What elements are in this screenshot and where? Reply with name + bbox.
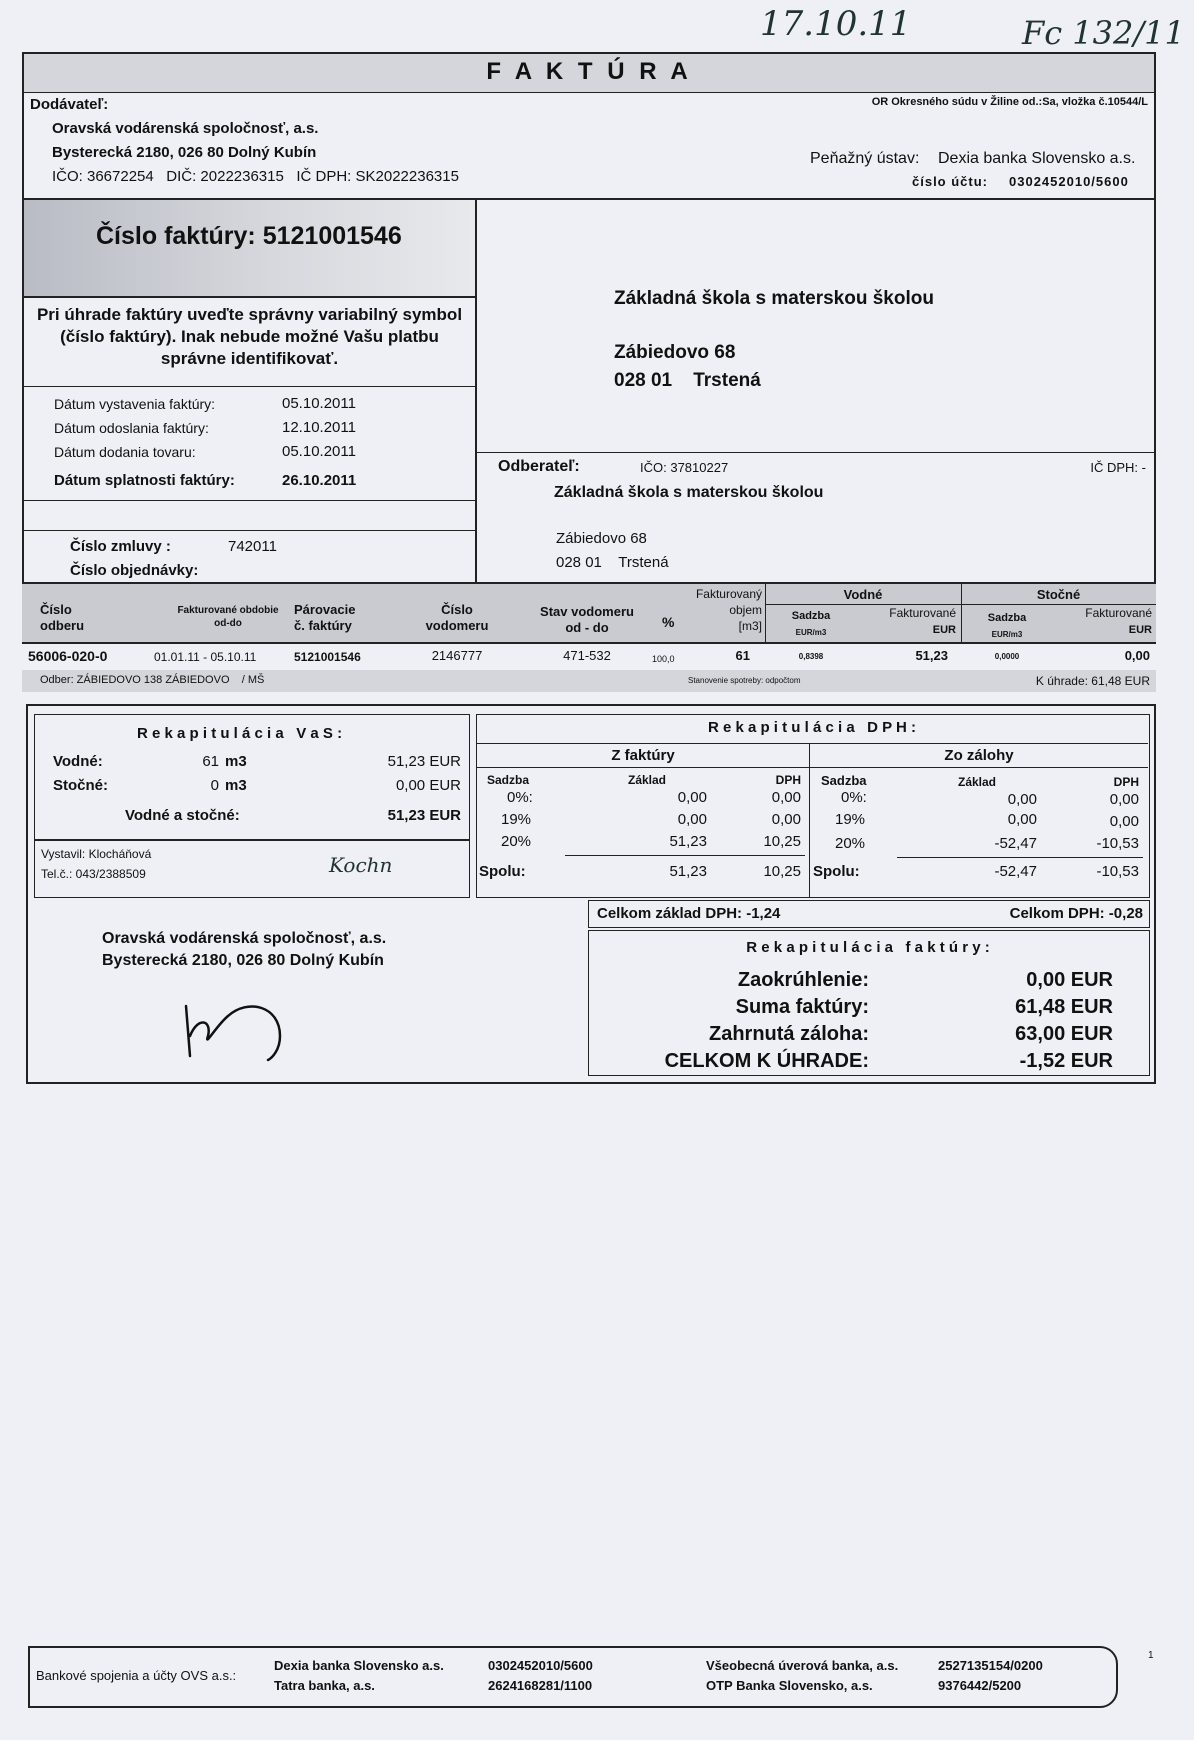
vas-title: R e k a p i t u l á c i a V a S : <box>137 725 343 742</box>
summary-labels <box>589 967 869 1075</box>
director-signature-icon <box>168 986 308 1066</box>
summary-total-label: CELKOM K ÚHRADE: <box>664 1050 869 1072</box>
document-title: F A K T Ú R A <box>486 58 692 85</box>
th-stocne: Stočné <box>1036 587 1081 602</box>
footer-label: Bankové spojenia a účty OVS a.s.: <box>36 1668 237 1683</box>
dph-f-base-0: 0,00 <box>677 789 707 806</box>
footer-bank-1: Dexia banka Slovensko a.s. <box>274 1658 444 1673</box>
customer-label: Odberateľ: <box>498 458 580 475</box>
vas-stocne-unit: m3 <box>225 777 247 794</box>
dph-f-rate-0: 0%: <box>507 789 533 806</box>
dph-z-spolu-vat: -10,53 <box>1096 863 1139 880</box>
payment-notice: Pri úhrade faktúry uveďte správny variabilný symbol (číslo faktúry). Inak nebude možné Vašu platbu správne identifikovať. <box>36 305 463 368</box>
vas-stocne-qty: 0 <box>210 777 219 794</box>
th-stav: Stav vodomeru od - do <box>540 604 634 635</box>
th-obdobie: Fakturované obdobie od-do <box>177 605 279 629</box>
dph-z-vat-2: -10,53 <box>1096 835 1139 852</box>
date-issued-value: 05.10.2011 <box>282 395 356 412</box>
recipient-name: Základná škola s materskou školou <box>614 288 934 309</box>
cell-parovacie: 5121001546 <box>294 650 361 664</box>
dph-z-spolu-label: Spolu: <box>813 863 860 880</box>
th-percent: % <box>662 614 675 630</box>
footer-accounts-a <box>488 1656 593 1696</box>
th-vodne-fakt-unit: EUR <box>932 624 956 636</box>
dph-f-vat-2: 10,25 <box>763 833 801 850</box>
date-sent-value: 12.10.2011 <box>282 419 356 436</box>
cell-stocne-sadzba: 0,0000 <box>994 652 1020 661</box>
dph-f-vat-0: 0,00 <box>771 789 801 806</box>
dph-f-rate-1: 19% <box>501 811 532 828</box>
handwritten-reference: Fc 132/11 <box>1022 14 1185 52</box>
cell-objem: 61 <box>735 648 750 663</box>
dph-z-rate-2: 20% <box>835 835 866 852</box>
footer-accounts-b <box>938 1656 1043 1696</box>
table-row <box>22 646 1156 670</box>
vas-vodne-eur: 51,23 EUR <box>387 753 461 770</box>
cell-vodne-eur: 51,23 <box>915 648 948 663</box>
th-vodne-sadzba: Sadzba <box>791 610 831 622</box>
customer-city: 028 01 Trstená <box>556 554 669 571</box>
cell-obdobie: 01.01.11 - 05.10.11 <box>154 650 257 664</box>
account-number: 0302452010/5600 <box>1009 174 1129 189</box>
th-stocne-sadzba-unit: EUR/m3 <box>991 630 1023 639</box>
celkom-dph: Celkom DPH: -0,28 <box>1009 905 1143 922</box>
cell-vodomer: 2146777 <box>431 648 483 663</box>
th-vodne: Vodné <box>843 587 883 602</box>
summary-deposit-value: 63,00 EUR <box>1015 1023 1113 1045</box>
stamp-address: Bysterecká 2180, 026 80 Dolný Kubín <box>102 952 384 969</box>
summary-deposit-label: Zahrnutá záloha: <box>708 1023 869 1045</box>
dph-f-base-2: 51,23 <box>669 833 707 850</box>
supplier-label: Dodávateľ: <box>30 96 109 113</box>
contract-value: 742011 <box>228 538 277 555</box>
recipient-street: Zábiedovo 68 <box>614 342 736 363</box>
date-delivered-label: Dátum dodania tovaru: <box>54 444 196 460</box>
summary-rounding-label: Zaokrúhlenie: <box>737 969 869 991</box>
footer-acc-4: 9376442/5200 <box>938 1678 1022 1693</box>
page-number: 1 <box>1148 1650 1154 1661</box>
account-label: číslo účtu: <box>912 174 989 189</box>
dph-z-h-zaklad: Základ <box>957 775 996 789</box>
customer-ico: IČO: 37810227 <box>640 460 729 475</box>
summary-total-value: -1,52 EUR <box>1019 1050 1113 1072</box>
dph-f-rate-2: 20% <box>501 833 532 850</box>
dph-z-faktury: Z faktúry <box>611 747 675 764</box>
th-stocne-fakt-unit: EUR <box>1128 624 1152 636</box>
consumption-method: Stanovenie spotreby: odpočtom <box>688 676 801 685</box>
handwritten-date: 17.10.11 <box>760 4 912 44</box>
th-vodne-sadzba-unit: EUR/m3 <box>795 628 827 637</box>
th-cislo-odberu: Číslo odberu <box>40 602 85 633</box>
vas-stocne-label: Stočné: <box>53 777 109 794</box>
th-stocne-fakt: Fakturované <box>1085 606 1152 620</box>
date-values <box>282 392 356 464</box>
dph-z-base-0: 0,00 <box>1007 791 1037 808</box>
bank-name: Dexia banka Slovensko a.s. <box>938 150 1136 167</box>
footer-bank-3: Všeobecná úverová banka, a.s. <box>706 1658 899 1673</box>
dph-f-h-dph: DPH <box>775 773 801 787</box>
date-issued-label: Dátum vystavenia faktúry: <box>54 396 216 412</box>
date-labels <box>54 392 215 464</box>
dph-z-vat-0: 0,00 <box>1109 791 1139 808</box>
bank-footer <box>28 1646 1118 1708</box>
table-header <box>22 584 1156 642</box>
dph-title: R e k a p i t u l á c i a D P H : <box>707 719 917 736</box>
th-parovacie: Párovacie č. faktúry <box>294 602 356 633</box>
due-date-value: 26.10.2011 <box>282 472 357 489</box>
dph-zo-zalohy: Zo zálohy <box>944 747 1014 764</box>
stamp-name: Oravská vodárenská spoločnosť, a.s. <box>102 930 387 947</box>
vas-total-eur: 51,23 EUR <box>387 807 461 824</box>
odber-location: Odber: ZÁBIEDOVO 138 ZÁBIEDOVO / MŠ <box>40 674 265 686</box>
cell-odber: 56006-020-0 <box>28 648 108 664</box>
bank-label: Peňažný ústav: <box>810 150 920 167</box>
footer-bank-2: Tatra banka, a.s. <box>274 1678 375 1693</box>
dph-z-base-1: 0,00 <box>1007 811 1037 828</box>
dph-f-base-1: 0,00 <box>677 811 707 828</box>
supplier-ids: IČO: 36672254 DIČ: 2022236315 IČ DPH: SK2022236315 <box>52 168 459 185</box>
summary-sum-label: Suma faktúry: <box>735 996 869 1018</box>
dph-z-vat-1: 0,00 <box>1109 813 1139 830</box>
invoice-summary <box>588 930 1150 1076</box>
dph-f-spolu-base: 51,23 <box>669 863 707 880</box>
supplier-address: Bysterecká 2180, 026 80 Dolný Kubín <box>52 144 317 161</box>
cell-stocne-eur: 0,00 <box>1124 648 1150 663</box>
dph-f-vat-1: 0,00 <box>771 811 801 828</box>
issuer-box <box>34 840 470 898</box>
footer-acc-1: 0302452010/5600 <box>488 1658 593 1673</box>
customer-icdph: IČ DPH: - <box>1090 460 1146 475</box>
customer-name: Základná škola s materskou školou <box>554 484 824 501</box>
dph-z-h-sadzba: Sadzba <box>821 773 867 788</box>
vas-vodne-unit: m3 <box>225 753 247 770</box>
dph-z-rate-1: 19% <box>835 811 866 828</box>
order-label: Číslo objednávky: <box>70 562 199 579</box>
vas-vodne-label: Vodné: <box>53 753 103 770</box>
cell-vodne-sadzba: 0,8398 <box>798 652 824 661</box>
footer-acc-2: 2624168281/1100 <box>488 1678 593 1693</box>
th-vodne-fakt: Fakturované <box>889 606 956 620</box>
vas-vodne-qty: 61 <box>202 753 219 770</box>
th-vodomer: Číslo vodomeru <box>425 602 489 633</box>
date-delivered-value: 05.10.2011 <box>282 443 356 460</box>
recap-section <box>26 704 1156 1084</box>
summary-values <box>889 967 1113 1075</box>
recipient-city: 028 01 Trstená <box>614 370 761 391</box>
invoice-info-block <box>22 198 1156 584</box>
dph-f-h-sadzba: Sadzba <box>487 773 530 787</box>
vas-stocne-eur: 0,00 EUR <box>395 777 461 794</box>
dph-z-rate-0: 0%: <box>841 789 867 806</box>
footer-banks-b <box>706 1656 898 1696</box>
amount-to-pay: K úhrade: 61,48 EUR <box>1035 674 1150 688</box>
dph-f-h-zaklad: Základ <box>627 773 666 787</box>
th-objem: Fakturovaný objem [m3] <box>695 587 762 633</box>
footer-banks-a <box>274 1656 444 1696</box>
cell-stav: 471-532 <box>563 648 611 663</box>
dph-recap <box>476 714 1150 898</box>
summary-title: R e k a p i t u l á c i a f a k t ú r y : <box>746 939 990 956</box>
footer-bank-4: OTP Banka Slovensko, a.s. <box>706 1678 873 1693</box>
summary-rounding-value: 0,00 EUR <box>1026 969 1113 991</box>
contract-label: Číslo zmluvy : <box>70 538 171 555</box>
date-sent-label: Dátum odoslania faktúry: <box>54 420 209 436</box>
dph-z-base-2: -52,47 <box>994 835 1037 852</box>
vas-total-label: Vodné a stočné: <box>125 807 240 824</box>
dph-f-spolu-label: Spolu: <box>479 863 526 880</box>
dph-f-spolu-vat: 10,25 <box>763 863 801 880</box>
due-date-label: Dátum splatnosti faktúry: <box>54 472 235 489</box>
company-stamp <box>102 928 386 972</box>
invoice-number: Číslo faktúry: 5121001546 <box>96 222 402 250</box>
summary-sum-value: 61,48 EUR <box>1015 996 1113 1018</box>
issuer-signature: Kochn <box>329 853 393 877</box>
table-footer-row <box>22 670 1156 692</box>
dph-totals <box>588 900 1150 928</box>
footer-acc-3: 2527135154/0200 <box>938 1658 1043 1673</box>
cell-percent: 100,0 <box>652 654 675 664</box>
supplier-name: Oravská vodárenská spoločnosť, a.s. <box>52 120 319 137</box>
issued-by: Vystavil: Klocháňová <box>41 847 152 861</box>
vas-recap <box>34 714 470 840</box>
dph-z-spolu-base: -52,47 <box>994 863 1037 880</box>
supplier-header <box>22 52 1156 200</box>
customer-street: Zábiedovo 68 <box>556 530 647 547</box>
dph-z-h-dph: DPH <box>1113 775 1139 789</box>
th-stocne-sadzba: Sadzba <box>987 612 1027 624</box>
supplier-register: OR Okresného súdu v Žiline od.:Sa, vložka č.10544/L <box>871 96 1148 108</box>
celkom-zaklad: Celkom základ DPH: -1,24 <box>597 905 781 922</box>
issuer-phone: Tel.č.: 043/2388509 <box>41 867 146 881</box>
